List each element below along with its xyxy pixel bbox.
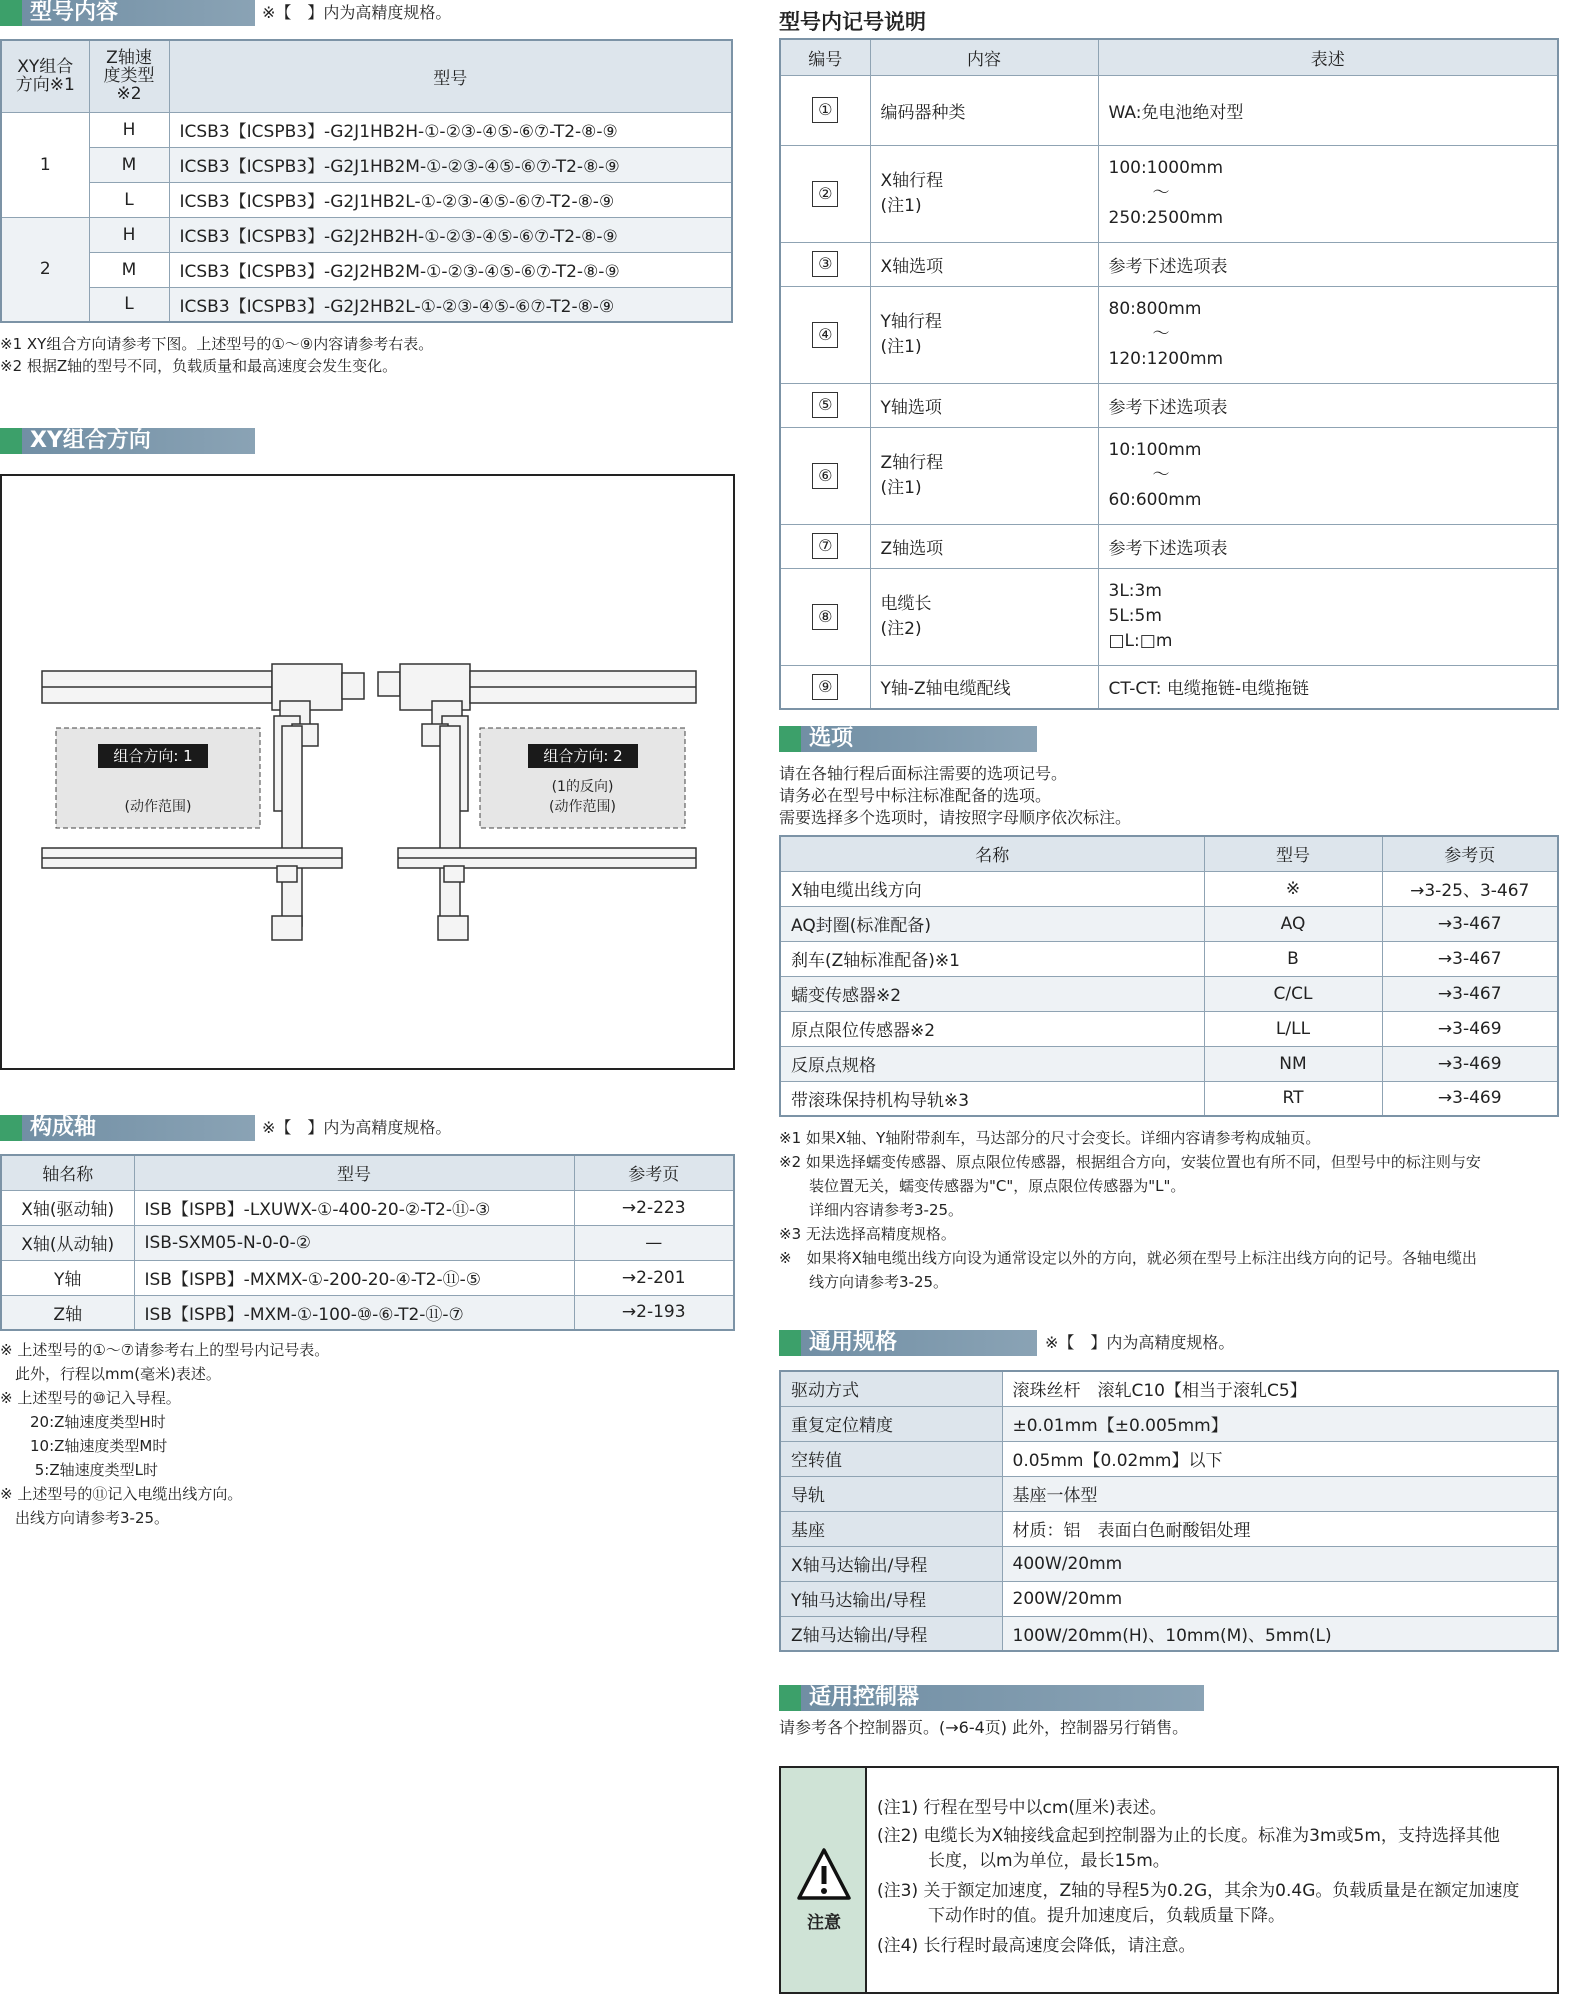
symbol-no: ⑥	[812, 463, 838, 489]
symbol-content: Y轴行程 (注1)	[870, 286, 1098, 383]
axis-footnote: 10:Z轴速度类型M时	[0, 1437, 168, 1455]
option-name: AQ封圈(标准配备)	[780, 906, 1204, 941]
symbol-desc: 3L:3m 5L:5m □L:□m	[1098, 568, 1558, 665]
option-code: AQ	[1204, 906, 1382, 941]
axis-footnote: 此外，行程以mm(毫米)表述。	[0, 1365, 221, 1383]
option-name: 原点限位传感器※2	[780, 1011, 1204, 1046]
spec-key: Z轴马达输出/导程	[780, 1616, 1002, 1651]
spec-key: 基座	[780, 1511, 1002, 1546]
speed-cell: L	[89, 287, 169, 322]
axis-model: ISB-SXM05-N-0-0-②	[134, 1225, 574, 1260]
spec-value: 0.05mm【0.02mm】以下	[1002, 1441, 1558, 1476]
xy-diagram-drawing	[2, 476, 733, 1068]
model-cell: ICSB3【ICSPB3】-G2J2HB2L-①-②③-④⑤-⑥⑦-T2-⑧-⑨	[169, 287, 732, 322]
axis-footnote: 5:Z轴速度类型L时	[0, 1461, 158, 1479]
options-section-title: 选项	[779, 726, 1037, 752]
controller-text: 请参考各个控制器页。(→6-4页) 此外，控制器另行销售。	[779, 1718, 1189, 1737]
caution-note: (注3) 关于额定加速度，Z轴的导程5为0.2G，其余为0.4G。负载质量是在额定加速度	[877, 1881, 1520, 1901]
options-footnote: ※3 无法选择高精度规格。	[779, 1225, 956, 1243]
direction-2-label: 组合方向: 2	[543, 747, 623, 765]
spec-table	[779, 1370, 1559, 1652]
symbol-desc: 参考下述选项表	[1098, 242, 1558, 286]
direction-1-label: 组合方向: 1	[113, 747, 193, 765]
option-code: C/CL	[1204, 976, 1382, 1011]
symbol-section-title: 型号内记号说明	[779, 10, 926, 34]
range-2-label: (动作范围)	[549, 799, 616, 815]
symbol-content: Z轴选项	[870, 524, 1098, 568]
dir-cell: 1	[1, 112, 89, 217]
spec-key: 重复定位精度	[780, 1406, 1002, 1441]
spec-value: 100W/20mm(H)、10mm(M)、5mm(L)	[1002, 1616, 1558, 1651]
header-axis-page: 参考页	[574, 1155, 734, 1190]
axis-page: —	[574, 1225, 734, 1260]
options-footnote: 详细内容请参考3-25。	[779, 1201, 964, 1219]
caution-note: (注4) 长行程时最高速度会降低，请注意。	[877, 1936, 1196, 1956]
symbol-desc: 80:800mm ～ 120:1200mm	[1098, 286, 1558, 383]
axis-page: →2-201	[574, 1260, 734, 1295]
symbol-desc: WA:免电池绝对型	[1098, 75, 1558, 145]
symbol-no: ⑧	[812, 604, 838, 630]
header-content: 内容	[870, 39, 1098, 75]
header-no: 编号	[780, 39, 870, 75]
axis-model: ISB【ISPB】-MXM-①-100-⑩-⑥-T2-⑪-⑦	[134, 1295, 574, 1330]
symbol-desc: 100:1000mm ～ 250:2500mm	[1098, 145, 1558, 242]
header-desc: 表述	[1098, 39, 1558, 75]
symbol-desc: 参考下述选项表	[1098, 383, 1558, 427]
header-option-page: 参考页	[1382, 836, 1558, 871]
xy-section-title: XY组合方向	[0, 428, 255, 454]
model-cell: ICSB3【ICSPB3】-G2J2HB2H-①-②③-④⑤-⑥⑦-T2-⑧-⑨	[169, 217, 732, 252]
speed-cell: H	[89, 217, 169, 252]
symbol-no: ⑤	[812, 392, 838, 418]
header-axis-model: 型号	[134, 1155, 574, 1190]
option-page: →3-25、3-467	[1382, 871, 1558, 906]
spec-section-note: ※【 】内为高精度规格。	[1045, 1333, 1235, 1352]
reverse-2-label: (1的反向)	[551, 779, 614, 795]
symbol-content: X轴行程 (注1)	[870, 145, 1098, 242]
options-intro: 请在各轴行程后面标注需要的选项记号。	[779, 764, 1068, 783]
spec-key: 驱动方式	[780, 1371, 1002, 1406]
options-footnote: 装位置无关，蠕变传感器为"C"，原点限位传感器为"L"。	[779, 1177, 1186, 1195]
option-name: 刹车(Z轴标准配备)※1	[780, 941, 1204, 976]
option-page: →3-467	[1382, 941, 1558, 976]
axis-section-note: ※【 】内为高精度规格。	[262, 1118, 452, 1137]
caution-label: 注意	[807, 1913, 841, 1933]
symbol-desc: CT-CT: 电缆拖链-电缆拖链	[1098, 665, 1558, 709]
spec-value: 400W/20mm	[1002, 1546, 1558, 1581]
axis-name: X轴(驱动轴)	[1, 1190, 134, 1225]
symbol-content: X轴选项	[870, 242, 1098, 286]
speed-cell: H	[89, 112, 169, 147]
axis-name: Z轴	[1, 1295, 134, 1330]
range-1-label: (动作范围)	[124, 799, 192, 815]
header-model: 型号	[169, 40, 732, 112]
model-footnote: ※2 根据Z轴的型号不同，负载质量和最高速度会发生变化。	[0, 357, 398, 375]
option-name: 蠕变传感器※2	[780, 976, 1204, 1011]
symbol-desc: 参考下述选项表	[1098, 524, 1558, 568]
option-page: →3-467	[1382, 906, 1558, 941]
header-z-speed: Z轴速度类型※2	[89, 40, 169, 112]
symbol-no: ⑦	[812, 533, 838, 559]
controller-section-title: 适用控制器	[779, 1685, 1204, 1711]
header-option-name: 名称	[780, 836, 1204, 871]
header-xy: XY组合方向※1	[1, 40, 89, 112]
symbol-content: Z轴行程 (注1)	[870, 427, 1098, 524]
spec-value: 材质：铝 表面白色耐酸铝处理	[1002, 1511, 1558, 1546]
spec-key: 导轨	[780, 1476, 1002, 1511]
option-page: →3-467	[1382, 976, 1558, 1011]
xy-diagram	[0, 474, 735, 1070]
caution-box	[779, 1766, 1559, 1994]
axis-model: ISB【ISPB】-MXMX-①-200-20-④-T2-⑪-⑤	[134, 1260, 574, 1295]
caution-side	[781, 1768, 867, 1992]
spec-value: 200W/20mm	[1002, 1581, 1558, 1616]
spec-key: X轴马达输出/导程	[780, 1546, 1002, 1581]
model-footnote: ※1 XY组合方向请参考下图。上述型号的①～⑨内容请参考右表。	[0, 335, 434, 353]
axis-page: →2-223	[574, 1190, 734, 1225]
speed-cell: L	[89, 182, 169, 217]
spec-key: 空转值	[780, 1441, 1002, 1476]
option-code: ※	[1204, 871, 1382, 906]
header-option-code: 型号	[1204, 836, 1382, 871]
model-cell: ICSB3【ICSPB3】-G2J1HB2H-①-②③-④⑤-⑥⑦-T2-⑧-⑨	[169, 112, 732, 147]
model-cell: ICSB3【ICSPB3】-G2J1HB2L-①-②③-④⑤-⑥⑦-T2-⑧-⑨	[169, 182, 732, 217]
warning-icon	[783, 1846, 865, 1906]
model-section-note: ※【 】内为高精度规格。	[262, 3, 452, 22]
symbol-content: Y轴-Z轴电缆配线	[870, 665, 1098, 709]
speed-cell: M	[89, 252, 169, 287]
spec-key: Y轴马达输出/导程	[780, 1581, 1002, 1616]
symbol-no: ②	[812, 181, 838, 207]
axis-name: X轴(从动轴)	[1, 1225, 134, 1260]
caution-note: (注1) 行程在型号中以cm(厘米)表述。	[877, 1798, 1167, 1818]
option-name: 反原点规格	[780, 1046, 1204, 1081]
axis-footnote: ※ 上述型号的⑪记入电缆出线方向。	[0, 1485, 243, 1503]
axis-footnote: ※ 上述型号的⑩记入导程。	[0, 1389, 181, 1407]
option-name: 带滚珠保持机构导轨※3	[780, 1081, 1204, 1116]
axis-footnote: 20:Z轴速度类型H时	[0, 1413, 166, 1431]
model-cell: ICSB3【ICSPB3】-G2J2HB2M-①-②③-④⑤-⑥⑦-T2-⑧-⑨	[169, 252, 732, 287]
symbol-no: ③	[812, 251, 838, 277]
axis-footnote: 出线方向请参考3-25。	[0, 1509, 170, 1527]
options-footnote: ※2 如果选择蠕变传感器、原点限位传感器，根据组合方向，安装位置也有所不同，但型号中的标注则与安	[779, 1153, 1481, 1171]
options-footnote: 线方向请参考3-25。	[779, 1273, 949, 1291]
axis-model: ISB【ISPB】-LXUWX-①-400-20-②-T2-⑪-③	[134, 1190, 574, 1225]
axis-name: Y轴	[1, 1260, 134, 1295]
dir-cell: 2	[1, 217, 89, 322]
model-section-title: 型号内容	[0, 0, 255, 26]
options-table	[779, 835, 1559, 1117]
model-table	[0, 39, 733, 323]
symbol-table	[779, 38, 1559, 710]
axis-page: →2-193	[574, 1295, 734, 1330]
option-code: RT	[1204, 1081, 1382, 1116]
spec-value: ±0.01mm【±0.005mm】	[1002, 1406, 1558, 1441]
option-page: →3-469	[1382, 1081, 1558, 1116]
option-code: B	[1204, 941, 1382, 976]
header-axis-name: 轴名称	[1, 1155, 134, 1190]
model-cell: ICSB3【ICSPB3】-G2J1HB2M-①-②③-④⑤-⑥⑦-T2-⑧-⑨	[169, 147, 732, 182]
caution-note: 下动作时的值。提升加速度后，负载质量下降。	[877, 1906, 1285, 1926]
speed-cell: M	[89, 147, 169, 182]
symbol-no: ④	[812, 322, 838, 348]
option-page: →3-469	[1382, 1046, 1558, 1081]
spec-section-title: 通用规格	[779, 1330, 1037, 1356]
symbol-no: ⑨	[812, 674, 838, 700]
symbol-no: ①	[812, 97, 838, 123]
options-footnote: ※ 如果将X轴电缆出线方向设为通常设定以外的方向，就必须在型号上标注出线方向的记号。各轴电缆出	[779, 1249, 1477, 1267]
axis-table	[0, 1154, 735, 1331]
options-intro: 请务必在型号中标注标准配备的选项。	[779, 786, 1052, 805]
symbol-content: 电缆长 (注2)	[870, 568, 1098, 665]
symbol-content: Y轴选项	[870, 383, 1098, 427]
option-name: X轴电缆出线方向	[780, 871, 1204, 906]
symbol-content: 编码器种类	[870, 75, 1098, 145]
caution-note: (注2) 电缆长为X轴接线盒起到控制器为止的长度。标准为3m或5m，支持选择其他	[877, 1826, 1500, 1846]
option-code: NM	[1204, 1046, 1382, 1081]
option-page: →3-469	[1382, 1011, 1558, 1046]
symbol-desc: 10:100mm ～ 60:600mm	[1098, 427, 1558, 524]
axis-section-title: 构成轴	[0, 1115, 255, 1141]
caution-note: 长度，以m为单位，最长15m。	[877, 1851, 1170, 1871]
option-code: L/LL	[1204, 1011, 1382, 1046]
options-intro: 需要选择多个选项时，请按照字母顺序依次标注。	[779, 808, 1132, 827]
options-footnote: ※1 如果X轴、Y轴附带刹车，马达部分的尺寸会变长。详细内容请参考构成轴页。	[779, 1129, 1321, 1147]
axis-footnote: ※ 上述型号的①～⑦请参考右上的型号内记号表。	[0, 1341, 330, 1359]
spec-value: 滚珠丝杆 滚轧C10【相当于滚轧C5】	[1002, 1371, 1558, 1406]
spec-value: 基座一体型	[1002, 1476, 1558, 1511]
